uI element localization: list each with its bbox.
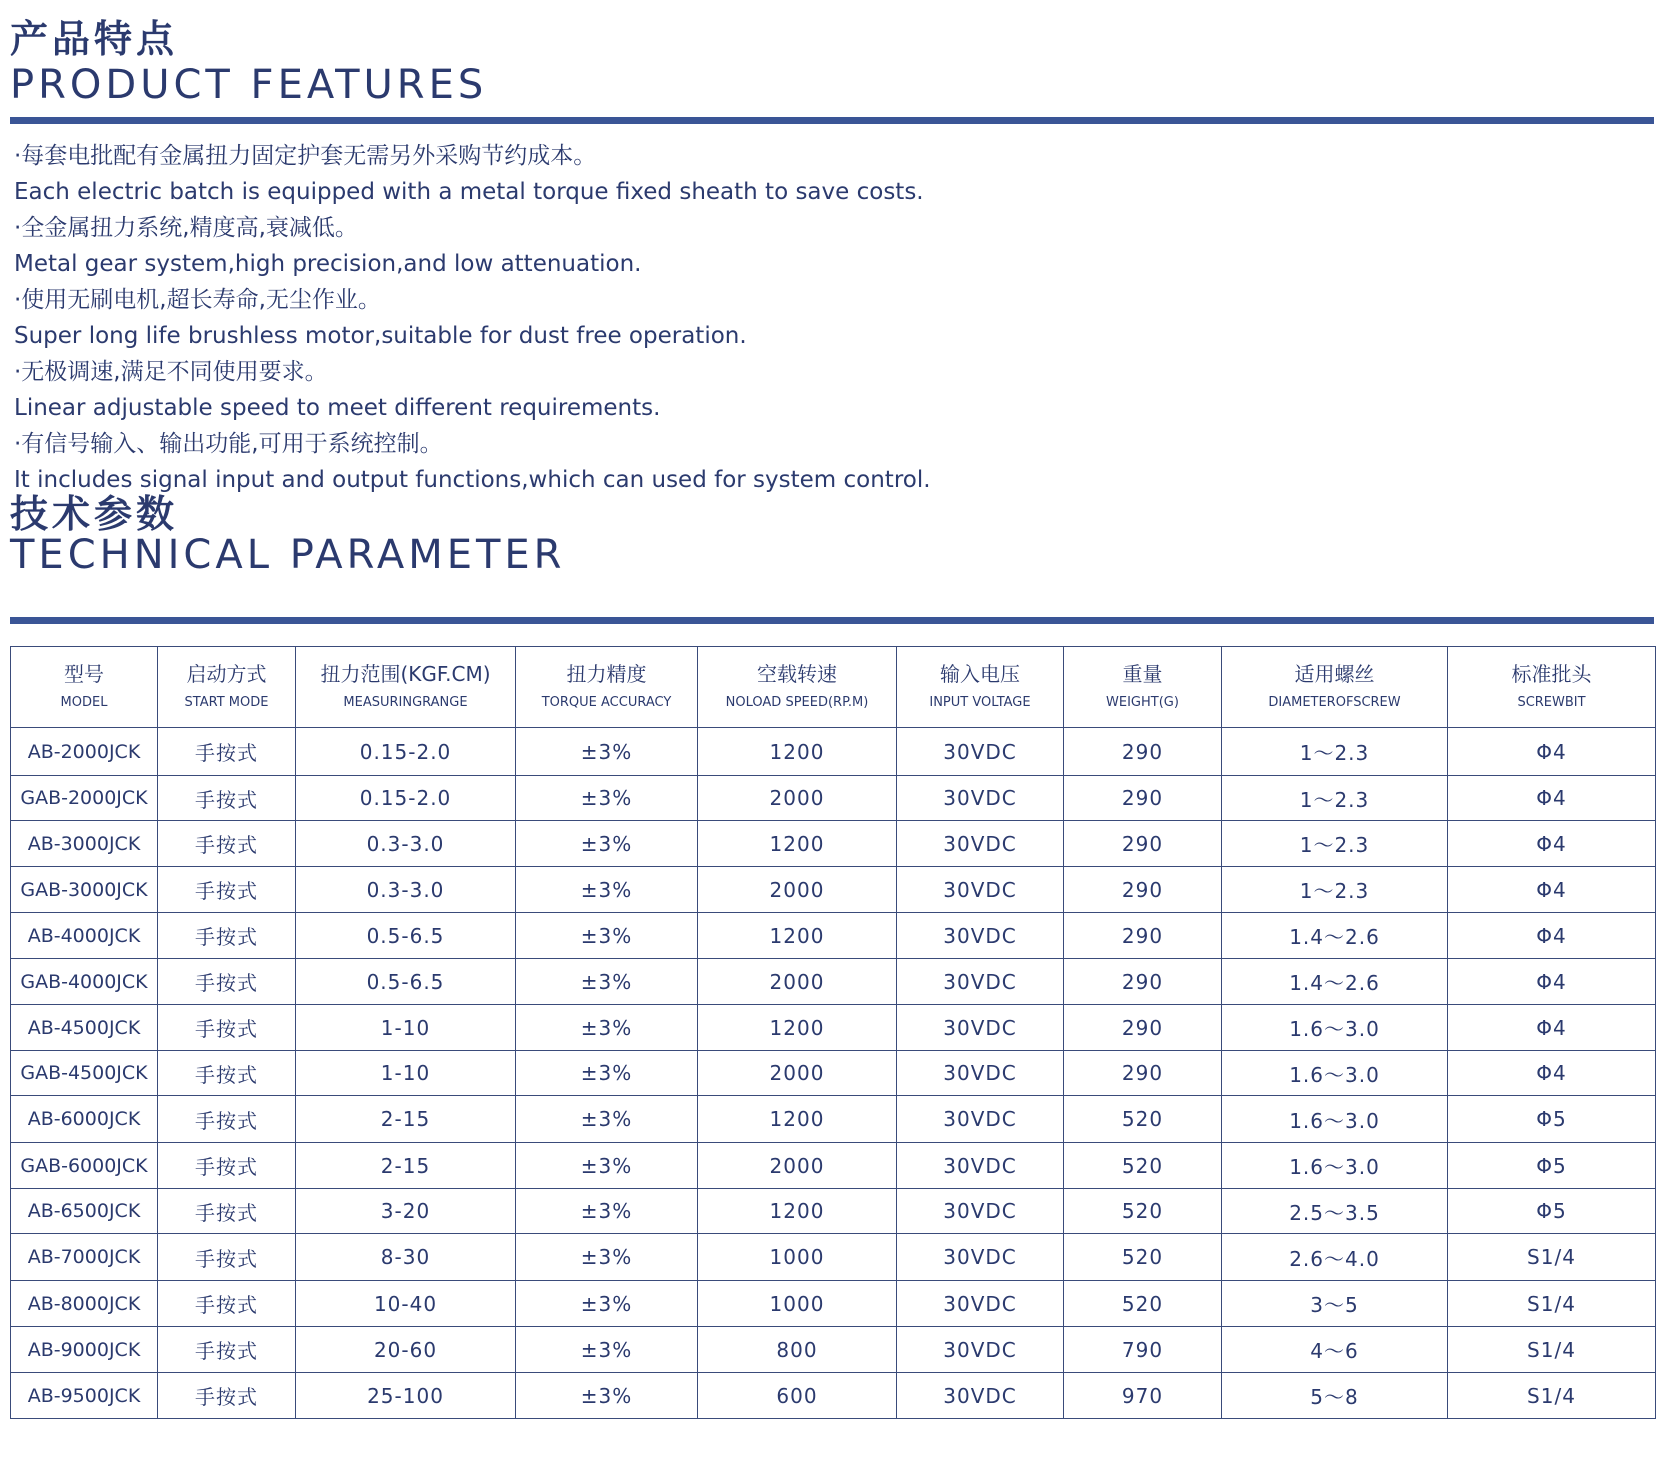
cell-model: GAB-3000JCK (11, 867, 158, 913)
header-diameter-of-screw (1222, 647, 1448, 728)
cell-start-mode: 手按式 (158, 1051, 296, 1096)
cell-noload-speed: 1000 (698, 1234, 897, 1281)
table-row (11, 1327, 1656, 1373)
header-en: MEASURINGRANGE (343, 695, 468, 710)
cell-measuring-range: 25-100 (296, 1373, 516, 1419)
cell-torque-accuracy: ±3% (516, 821, 698, 867)
cell-weight: 290 (1064, 1051, 1222, 1096)
header-cn: 启动方式 (186, 662, 267, 686)
cell-input-voltage: 30VDC (897, 867, 1064, 913)
cell-measuring-range: 0.15-2.0 (296, 776, 516, 821)
cell-input-voltage: 30VDC (897, 1005, 1064, 1051)
feature-1-en: Each electric batch is equipped with a metal torque fixed sheath to save costs. (14, 179, 924, 205)
cell-start-mode: 手按式 (158, 1096, 296, 1143)
cell-weight: 290 (1064, 959, 1222, 1005)
cell-measuring-range: 0.3-3.0 (296, 821, 516, 867)
cell-weight: 290 (1064, 867, 1222, 913)
cell-screwbit: S1/4 (1448, 1373, 1656, 1419)
table-row (11, 728, 1656, 776)
cell-model: AB-4500JCK (11, 1005, 158, 1051)
cell-screwbit: S1/4 (1448, 1327, 1656, 1373)
cell-start-mode: 手按式 (158, 1281, 296, 1327)
cell-diameter-of-screw: 1.4～2.6 (1222, 959, 1448, 1005)
table-row (11, 867, 1656, 913)
cell-diameter-of-screw: 1.6～3.0 (1222, 1005, 1448, 1051)
feature-5-cn: ·有信号输入、输出功能,可用于系统控制。 (14, 431, 443, 457)
header-cn: 扭力范围(KGF.CM) (320, 662, 491, 686)
features-divider (10, 117, 1654, 124)
cell-measuring-range: 1-10 (296, 1051, 516, 1096)
parameter-divider (10, 617, 1654, 624)
header-en: START MODE (184, 695, 269, 710)
cell-noload-speed: 2000 (698, 776, 897, 821)
spec-table (10, 646, 1656, 1419)
table-row (11, 821, 1656, 867)
cell-model: AB-8000JCK (11, 1281, 158, 1327)
cell-start-mode: 手按式 (158, 959, 296, 1005)
feature-1-cn: ·每套电批配有金属扭力固定护套无需另外采购节约成本。 (14, 143, 597, 169)
cell-input-voltage: 30VDC (897, 1143, 1064, 1189)
cell-diameter-of-screw: 1～2.3 (1222, 776, 1448, 821)
cell-weight: 520 (1064, 1143, 1222, 1189)
cell-input-voltage: 30VDC (897, 1281, 1064, 1327)
feature-2-en: Metal gear system,high precision,and low attenuation. (14, 251, 642, 277)
cell-input-voltage: 30VDC (897, 821, 1064, 867)
cell-model: AB-7000JCK (11, 1234, 158, 1281)
cell-measuring-range: 10-40 (296, 1281, 516, 1327)
header-weight (1064, 647, 1222, 728)
cell-torque-accuracy: ±3% (516, 776, 698, 821)
cell-noload-speed: 600 (698, 1373, 897, 1419)
features-title-cn: 产品特点 (10, 17, 179, 61)
cell-diameter-of-screw: 4～6 (1222, 1327, 1448, 1373)
cell-noload-speed: 1200 (698, 1189, 897, 1234)
feature-3-en: Super long life brushless motor,suitable for dust free operation. (14, 323, 747, 349)
parameter-title-cn: 技术参数 (10, 492, 179, 536)
cell-measuring-range: 0.5-6.5 (296, 913, 516, 959)
features-title-en: PRODUCT FEATURES (10, 62, 488, 108)
cell-weight: 520 (1064, 1281, 1222, 1327)
table-row (11, 959, 1656, 1005)
cell-model: AB-2000JCK (11, 728, 158, 776)
header-cn: 适用螺丝 (1294, 662, 1375, 686)
cell-input-voltage: 30VDC (897, 1327, 1064, 1373)
header-en: SCREWBIT (1517, 695, 1586, 710)
cell-input-voltage: 30VDC (897, 1373, 1064, 1419)
cell-screwbit: Φ4 (1448, 1005, 1656, 1051)
header-en: INPUT VOLTAGE (929, 695, 1031, 710)
cell-model: AB-9000JCK (11, 1327, 158, 1373)
header-en: TORQUE ACCURACY (541, 695, 672, 710)
cell-model: AB-3000JCK (11, 821, 158, 867)
cell-measuring-range: 0.3-3.0 (296, 867, 516, 913)
cell-input-voltage: 30VDC (897, 1051, 1064, 1096)
cell-diameter-of-screw: 2.5～3.5 (1222, 1189, 1448, 1234)
cell-noload-speed: 1200 (698, 728, 897, 776)
cell-screwbit: Φ5 (1448, 1143, 1656, 1189)
header-start-mode (158, 647, 296, 728)
cell-start-mode: 手按式 (158, 728, 296, 776)
cell-screwbit: Φ4 (1448, 867, 1656, 913)
cell-diameter-of-screw: 1～2.3 (1222, 728, 1448, 776)
cell-screwbit: S1/4 (1448, 1281, 1656, 1327)
cell-noload-speed: 2000 (698, 959, 897, 1005)
feature-4-cn: ·无极调速,满足不同使用要求。 (14, 359, 328, 385)
cell-torque-accuracy: ±3% (516, 1051, 698, 1096)
cell-weight: 520 (1064, 1234, 1222, 1281)
table-row (11, 913, 1656, 959)
header-measuring-range (296, 647, 516, 728)
cell-start-mode: 手按式 (158, 1234, 296, 1281)
cell-measuring-range: 3-20 (296, 1189, 516, 1234)
cell-noload-speed: 1200 (698, 1005, 897, 1051)
header-en: DIAMETEROFSCREW (1268, 695, 1401, 710)
cell-measuring-range: 2-15 (296, 1096, 516, 1143)
cell-noload-speed: 1200 (698, 913, 897, 959)
cell-screwbit: Φ4 (1448, 776, 1656, 821)
header-cn: 空载转速 (757, 662, 837, 686)
table-row (11, 1005, 1656, 1051)
cell-input-voltage: 30VDC (897, 1189, 1064, 1234)
table-row (11, 1373, 1656, 1419)
parameter-title-en: TECHNICAL PARAMETER (10, 532, 566, 578)
cell-weight: 290 (1064, 728, 1222, 776)
cell-input-voltage: 30VDC (897, 776, 1064, 821)
cell-input-voltage: 30VDC (897, 959, 1064, 1005)
cell-diameter-of-screw: 1.6～3.0 (1222, 1051, 1448, 1096)
header-cn: 标准批头 (1511, 662, 1592, 686)
cell-measuring-range: 1-10 (296, 1005, 516, 1051)
cell-torque-accuracy: ±3% (516, 867, 698, 913)
cell-torque-accuracy: ±3% (516, 1281, 698, 1327)
header-cn: 输入电压 (940, 662, 1020, 686)
header-cn: 型号 (64, 662, 104, 686)
cell-screwbit: Φ5 (1448, 1096, 1656, 1143)
cell-diameter-of-screw: 1.6～3.0 (1222, 1143, 1448, 1189)
cell-diameter-of-screw: 1.4～2.6 (1222, 913, 1448, 959)
cell-diameter-of-screw: 2.6～4.0 (1222, 1234, 1448, 1281)
cell-torque-accuracy: ±3% (516, 913, 698, 959)
cell-model: GAB-4000JCK (11, 959, 158, 1005)
header-torque-accuracy (516, 647, 698, 728)
cell-start-mode: 手按式 (158, 821, 296, 867)
cell-torque-accuracy: ±3% (516, 1096, 698, 1143)
cell-weight: 290 (1064, 821, 1222, 867)
cell-torque-accuracy: ±3% (516, 1327, 698, 1373)
cell-noload-speed: 1200 (698, 821, 897, 867)
table-row (11, 1096, 1656, 1143)
feature-2-cn: ·全金属扭力系统,精度高,衰减低。 (14, 215, 358, 241)
cell-torque-accuracy: ±3% (516, 728, 698, 776)
spec-table-body (11, 728, 1656, 1419)
cell-start-mode: 手按式 (158, 1373, 296, 1419)
table-row (11, 1051, 1656, 1096)
cell-start-mode: 手按式 (158, 913, 296, 959)
cell-measuring-range: 20-60 (296, 1327, 516, 1373)
cell-screwbit: Φ4 (1448, 959, 1656, 1005)
cell-start-mode: 手按式 (158, 1005, 296, 1051)
cell-torque-accuracy: ±3% (516, 1234, 698, 1281)
table-row (11, 1189, 1656, 1234)
cell-noload-speed: 1200 (698, 1096, 897, 1143)
cell-measuring-range: 8-30 (296, 1234, 516, 1281)
cell-weight: 290 (1064, 776, 1222, 821)
cell-model: AB-4000JCK (11, 913, 158, 959)
cell-input-voltage: 30VDC (897, 1096, 1064, 1143)
header-screwbit (1448, 647, 1656, 728)
feature-3-cn: ·使用无刷电机,超长寿命,无尘作业。 (14, 287, 381, 313)
header-cn: 重量 (1122, 662, 1163, 686)
cell-noload-speed: 800 (698, 1327, 897, 1373)
header-noload-speed (698, 647, 897, 728)
table-row (11, 1234, 1656, 1281)
feature-5-en: It includes signal input and output functions,which can used for system control. (14, 467, 931, 493)
cell-input-voltage: 30VDC (897, 913, 1064, 959)
cell-screwbit: Φ4 (1448, 728, 1656, 776)
cell-input-voltage: 30VDC (897, 728, 1064, 776)
cell-start-mode: 手按式 (158, 1143, 296, 1189)
header-en: WEIGHT(G) (1106, 695, 1179, 710)
features-list (14, 138, 1214, 498)
cell-model: GAB-4500JCK (11, 1051, 158, 1096)
cell-torque-accuracy: ±3% (516, 1373, 698, 1419)
cell-start-mode: 手按式 (158, 1189, 296, 1234)
cell-model: AB-6500JCK (11, 1189, 158, 1234)
cell-noload-speed: 1000 (698, 1281, 897, 1327)
cell-screwbit: S1/4 (1448, 1234, 1656, 1281)
header-model (11, 647, 158, 728)
table-row (11, 1143, 1656, 1189)
table-header-row (11, 647, 1656, 728)
cell-torque-accuracy: ±3% (516, 1143, 698, 1189)
cell-measuring-range: 2-15 (296, 1143, 516, 1189)
cell-input-voltage: 30VDC (897, 1234, 1064, 1281)
cell-screwbit: Φ4 (1448, 1051, 1656, 1096)
cell-model: GAB-2000JCK (11, 776, 158, 821)
cell-diameter-of-screw: 3～5 (1222, 1281, 1448, 1327)
cell-weight: 290 (1064, 1005, 1222, 1051)
cell-start-mode: 手按式 (158, 1327, 296, 1373)
feature-4-en: Linear adjustable speed to meet different requirements. (14, 395, 661, 421)
cell-noload-speed: 2000 (698, 1143, 897, 1189)
cell-measuring-range: 0.5-6.5 (296, 959, 516, 1005)
cell-weight: 790 (1064, 1327, 1222, 1373)
cell-start-mode: 手按式 (158, 776, 296, 821)
cell-torque-accuracy: ±3% (516, 959, 698, 1005)
cell-diameter-of-screw: 5～8 (1222, 1373, 1448, 1419)
cell-model: AB-6000JCK (11, 1096, 158, 1143)
table-row (11, 1281, 1656, 1327)
cell-weight: 520 (1064, 1189, 1222, 1234)
table-row (11, 776, 1656, 821)
cell-diameter-of-screw: 1.6～3.0 (1222, 1096, 1448, 1143)
cell-noload-speed: 2000 (698, 1051, 897, 1096)
header-input-voltage (897, 647, 1064, 728)
header-en: NOLOAD SPEED(RP.M) (725, 695, 869, 710)
cell-weight: 520 (1064, 1096, 1222, 1143)
cell-weight: 290 (1064, 913, 1222, 959)
cell-model: GAB-6000JCK (11, 1143, 158, 1189)
cell-diameter-of-screw: 1～2.3 (1222, 821, 1448, 867)
cell-screwbit: Φ4 (1448, 913, 1656, 959)
cell-measuring-range: 0.15-2.0 (296, 728, 516, 776)
cell-screwbit: Φ4 (1448, 821, 1656, 867)
cell-weight: 970 (1064, 1373, 1222, 1419)
cell-noload-speed: 2000 (698, 867, 897, 913)
cell-model: AB-9500JCK (11, 1373, 158, 1419)
cell-torque-accuracy: ±3% (516, 1005, 698, 1051)
cell-diameter-of-screw: 1～2.3 (1222, 867, 1448, 913)
header-en: MODEL (60, 695, 108, 710)
cell-start-mode: 手按式 (158, 867, 296, 913)
cell-screwbit: Φ5 (1448, 1189, 1656, 1234)
header-cn: 扭力精度 (566, 662, 647, 686)
cell-torque-accuracy: ±3% (516, 1189, 698, 1234)
